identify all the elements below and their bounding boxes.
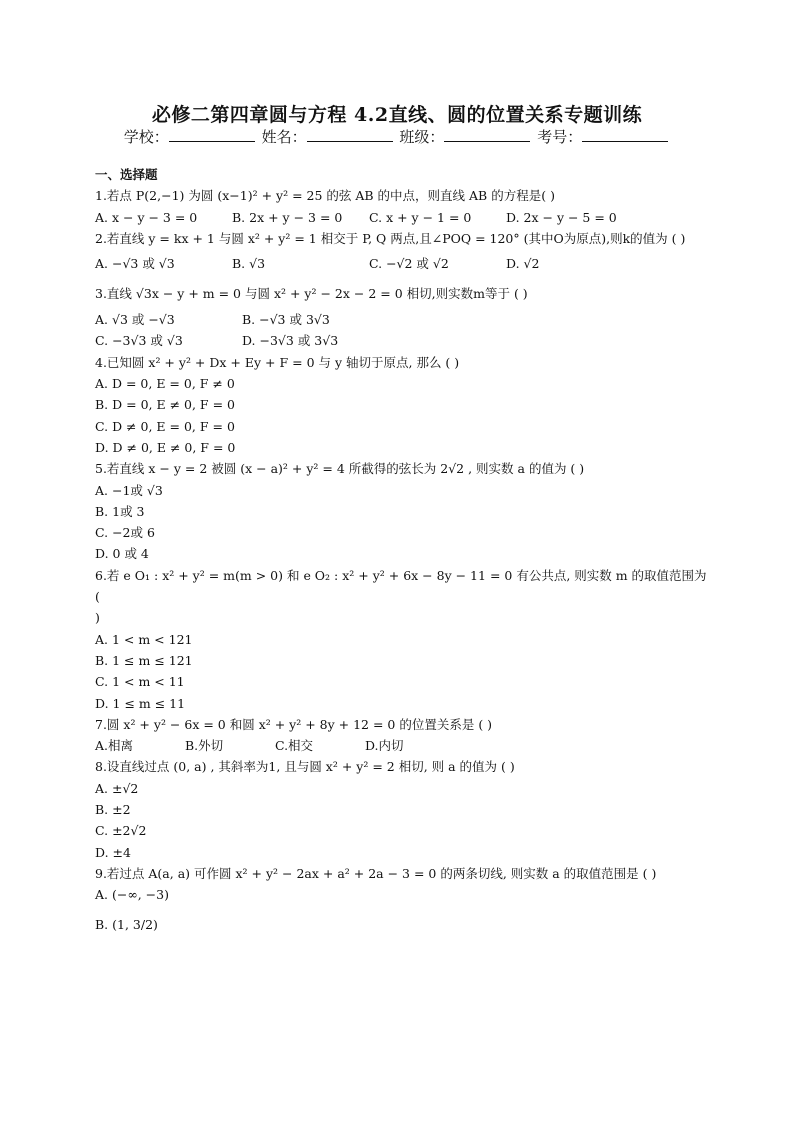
option-b[interactable]: B. D = 0, E ≠ 0, F = 0 [95,397,235,413]
question-5: 5.若直线 x − y = 2 被圆 (x − a)² + y² = 4 所截得的弦长为 2√2 , 则实数 a 的值为 ( ) [95,461,585,477]
student-info-line [0,126,794,147]
option-a[interactable]: A. ±√2 [95,780,139,796]
question-1: 1.若点 P(2,−1) 为圆 (x−1)² + y² = 25 的弦 AB 的中点，则直线 AB 的方程是( ) [95,188,555,204]
question-6-continued: ) [95,610,100,626]
option-d[interactable]: D. ±4 [95,844,131,860]
option-d[interactable]: D. −3√3 或 3√3 [241,333,339,349]
option-b[interactable]: B. 2x + y − 3 = 0 [232,209,343,225]
section-heading: 一、选择题 [95,167,158,182]
option-b[interactable]: B. 1 ≤ m ≤ 121 [95,652,193,668]
option-b[interactable]: B. 1或 3 [95,503,145,519]
option-c[interactable]: C. x + y − 1 = 0 [369,209,472,225]
question-2-options [95,249,707,279]
question-9: 9.若过点 A(a, a) 可作圆 x² + y² − 2ax + a² + 2a − 3 = 0 的两条切线, 则实数 a 的取值范围是 ( ) [95,865,657,881]
number-blank[interactable] [582,127,668,142]
name-label: 姓名： [261,128,307,146]
option-a[interactable]: A. (−∞, −3) [95,887,169,903]
option-a[interactable]: A.相离 [95,738,134,754]
option-c[interactable]: C. −2或 6 [95,525,155,541]
option-a[interactable]: A. −1或 √3 [95,482,163,498]
option-b[interactable]: B. (1, 3/2) [95,916,158,932]
option-c[interactable]: C. −3√3 或 √3 [95,333,183,349]
option-a[interactable]: A. 1 < m < 121 [95,631,193,647]
option-c[interactable]: C.相交 [274,738,314,754]
option-a[interactable]: A. D = 0, E = 0, F ≠ 0 [95,376,235,392]
question-3-options-row-1 [95,309,707,330]
option-d[interactable]: D. 2x − y − 5 = 0 [506,209,617,225]
question-3-options-row-2 [95,330,707,351]
option-c[interactable]: C. 1 < m < 11 [95,674,185,690]
option-b[interactable]: B. ±2 [95,802,131,818]
option-d[interactable]: D. 1 ≤ m ≤ 11 [95,695,186,711]
question-1-options [95,207,707,228]
question-6: 6.若 e O₁ : x² + y² = m(m > 0) 和 e O₂ : x² + y² + 6x − 8y − 11 = 0 有公共点, 则实数 m 的取值范围为 ( [95,567,707,605]
option-a[interactable]: A. x − y − 3 = 0 [95,209,198,225]
option-d[interactable]: D. 0 或 4 [95,546,149,562]
option-a[interactable]: A. −√3 或 √3 [95,256,175,272]
option-b[interactable]: B. √3 [232,256,266,272]
school-label: 学校： [123,128,169,146]
name-blank[interactable] [307,127,393,142]
option-d[interactable]: D. D ≠ 0, E ≠ 0, F = 0 [95,439,236,455]
school-blank[interactable] [169,127,255,142]
question-3: 3.直线 √3x − y + m = 0 与圆 x² + y² − 2x − 2 = 0 相切,则实数m等于 ( ) [95,286,528,302]
question-7-options [95,735,707,756]
question-8: 8.设直线过点 (0, a) , 其斜率为1, 且与圆 x² + y² = 2 相切, 则 a 的值为 ( ) [95,759,515,775]
page-title: 必修二第四章圆与方程 4.2直线、圆的位置关系专题训练 [151,104,643,126]
option-d[interactable]: D.内切 [364,738,404,754]
question-list [95,164,707,944]
option-d[interactable]: D. √2 [506,256,540,272]
question-4: 4.已知圆 x² + y² + Dx + Ey + F = 0 与 y 轴切于原点, 那么 ( ) [95,354,460,370]
option-c[interactable]: C. D ≠ 0, E = 0, F = 0 [95,418,235,434]
option-c[interactable]: C. −√2 或 √2 [369,256,449,272]
class-label: 班级： [399,128,445,146]
class-blank[interactable] [444,127,530,142]
option-b[interactable]: B.外切 [184,738,224,754]
question-2: 2.若直线 y = kx + 1 与圆 x² + y² = 1 相交于 P, Q 两点,且∠POQ = 120° (其中O为原点),则k的值为 ( ) [95,230,686,246]
question-7: 7.圆 x² + y² − 6x = 0 和圆 x² + y² + 8y + 12 = 0 的位置关系是 ( ) [95,716,493,732]
option-c[interactable]: C. ±2√2 [95,823,147,839]
number-label: 考号： [537,128,583,146]
option-b[interactable]: B. −√3 或 3√3 [241,312,330,328]
option-a[interactable]: A. √3 或 −√3 [95,312,175,328]
